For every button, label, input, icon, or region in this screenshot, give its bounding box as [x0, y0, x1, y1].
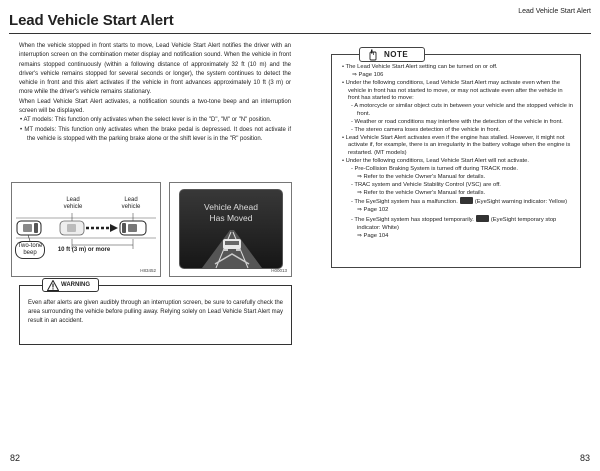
page-number-right: 83: [579, 453, 590, 463]
note-ref-3[interactable]: ⇒ Refer to the vehicle Owner's Manual for details.: [357, 189, 486, 196]
note-bullet-1-text: The Lead Vehicle Start Alert setting can be turned on or off.: [345, 64, 498, 70]
header-rule: [9, 33, 591, 34]
note-dash-5: - TRAC system and Vehicle Stability Control (VSC) are off.: [351, 181, 501, 188]
lead-car-moved-icon: [120, 221, 146, 235]
note-dash-2: - Weather or road conditions may interfere with the detection of the vehicle in front.: [351, 118, 563, 125]
note-ref-5[interactable]: ⇒ Page 104: [357, 232, 389, 239]
note-ref-4[interactable]: ⇒ Page 102: [357, 207, 389, 214]
bullet-at-models: • AT models: This function only activates when the select lever is in the "D", "M" or "N" position.: [20, 117, 272, 124]
warning-box: [19, 282, 292, 345]
motion-arrow-icon: [86, 224, 118, 232]
note-ref-1[interactable]: ⇒ Page 106: [352, 71, 384, 78]
note-dash-6: [341, 197, 573, 207]
note-bullet-3-text: Lead Vehicle Start Alert activates even if the engine has stalled. However, it might not activate if, for example, there is an irregularity in the battery voltage when the engine is restarted. (MT models): [345, 134, 571, 157]
note-bullet-2-text: Under the following conditions, Lead Vehicle Start Alert may activate even when the vehicle in front has not started to move, or may not activate even after the vehicle in front has started to move:: [345, 79, 563, 102]
note-dash-1: - A motorcycle or similar object cuts in between your vehicle and the stopped vehicle in front.: [351, 103, 574, 118]
lead-car-start-icon: [60, 221, 84, 235]
note-dash-6-text: - The EyeSight system has a malfunction.: [351, 199, 458, 206]
eyesight-warning-icon: [460, 197, 473, 204]
figure-id: H00013: [271, 268, 287, 273]
warning-text: Even after alerts are given audibly through an interruption screen, be sure to carefully check the area surrounding the vehicle before pulling away. Relying solely on Lead Vehicle Start Alert may result in an accident.: [28, 300, 283, 324]
road-graphic: [180, 190, 284, 270]
two-tone-beep-label: Two-tone beep: [15, 241, 45, 259]
note-ref-2[interactable]: ⇒ Refer to the vehicle Owner's Manual for details.: [357, 173, 486, 180]
bullet-at-text: AT models: This function only activates when the select lever is in the "D", "M" or "N" position.: [23, 117, 272, 124]
note-tab: [359, 47, 425, 62]
eyesight-stop-icon: [476, 215, 489, 222]
note-bullet-2: • Under the following conditions, Lead Vehicle Start Alert may activate even when the vehicle in front has not started to move, or may not activate even after the vehicle in front has started to move:: [342, 79, 563, 102]
lead-vehicle-label-right: Lead vehicle: [121, 197, 141, 210]
own-car-icon: [17, 221, 41, 235]
left-column-text: [19, 42, 291, 144]
warning-triangle-icon: [47, 280, 59, 291]
note-dash-7: [341, 215, 573, 233]
lead-vehicle-label-left: Lead vehicle: [63, 197, 83, 210]
interruption-screen: [179, 189, 283, 269]
note-bullet-3: • Lead Vehicle Start Alert activates even if the engine has stalled. However, it might not activate if, for example, there is an irregularity in the battery voltage when the engine is restarted. (MT models): [342, 134, 571, 157]
screen-line-2: Has Moved: [209, 213, 253, 223]
note-box: [331, 50, 581, 268]
page-number-left: 82: [10, 453, 21, 463]
lead-vehicle-diagram: [11, 182, 161, 277]
note-dash-7-indicator: (EyeSight temporary stop indicator: White): [357, 217, 557, 231]
figure-id: H83452: [140, 268, 156, 273]
bullet-mt-models: • MT models: This function only activates when the brake pedal is depressed. It does not activate if the vehicle is stopped with the parking brake alone or the shift lever is in the "R" position.: [20, 126, 291, 142]
note-bullet-4: • Under the following conditions, Lead Vehicle Start Alert will not activate.: [342, 158, 529, 165]
note-bullet-1: • The Lead Vehicle Start Alert setting can be turned on or off.: [342, 64, 498, 70]
note-body: [341, 64, 573, 241]
note-dash-7-text: - The EyeSight system has stopped temporarily.: [351, 217, 474, 224]
warning-tab: [42, 278, 99, 292]
warning-label: WARNING: [61, 282, 90, 288]
activation-paragraph: When Lead Vehicle Start Alert activates, a notification sounds a two-tone beep and an interruption screen will be displayed.: [19, 98, 291, 115]
note-bullet-4-text: Under the following conditions, Lead Vehicle Start Alert will not activate.: [345, 158, 529, 165]
bullet-mt-text: MT models: This function only activates when the brake pedal is depressed. It does not activate if the vehicle is stopped with the parking brake alone or the shift lever is in the "R" position.: [24, 126, 291, 142]
running-header: Lead Vehicle Start Alert: [518, 8, 591, 15]
page-title: Lead Vehicle Start Alert: [9, 12, 174, 29]
note-dash-4: - Pre-Collision Braking System is turned off during TRACK mode.: [351, 165, 518, 172]
note-hand-icon: [367, 49, 379, 61]
note-dash-3: - The stereo camera loses detection of the vehicle in front.: [351, 126, 501, 133]
distance-label: 10 ft (3 m) or more: [57, 247, 111, 253]
intro-paragraph: When the vehicle stopped in front starts to move, Lead Vehicle Start Alert notifies the driver with an interruption screen on the combination meter display and notification sound. When the vehicle in front remains stopped continuously (within a following distance of approximately 32 ft (10 m) and the driver's vehicle remains stopped for several seconds or longer), the system continues to detect the vehicle in front and this alert activates if the vehicle in front advances approximately 10 ft (3 m) or more while the driver's vehicle remains stationary.: [19, 43, 291, 96]
note-dash-6-indicator: (EyeSight warning indicator: Yellow): [474, 199, 568, 206]
meter-screen-figure: [169, 182, 292, 277]
note-label: NOTE: [384, 50, 409, 59]
screen-line-1: Vehicle Ahead: [204, 202, 258, 212]
